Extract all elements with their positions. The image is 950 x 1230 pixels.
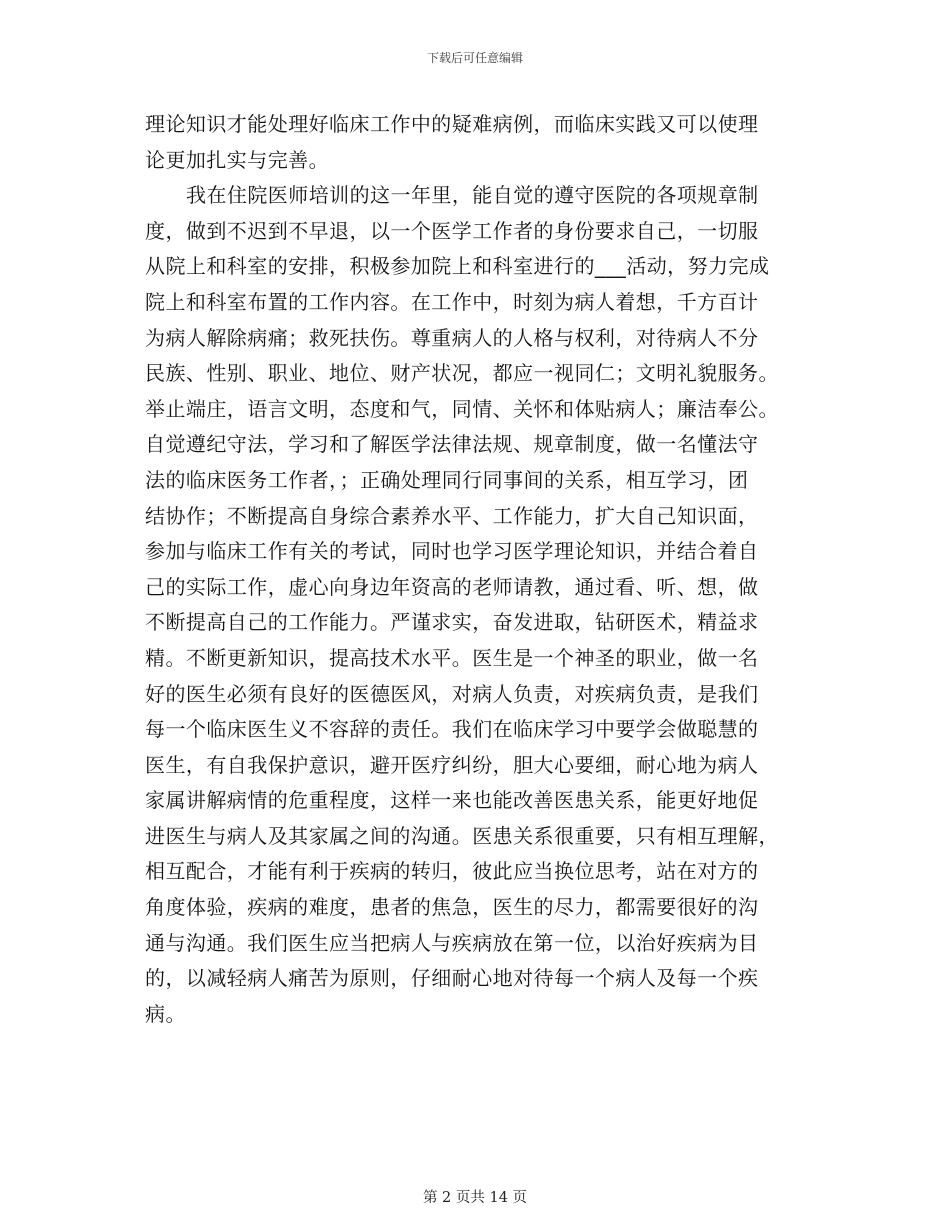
text-line: 民族、性别、职业、地位、财产状况，都应一视同仁；文明礼貌服务。 [145,361,779,386]
text-line: 度，做到不迟到不早退，以一个医学工作者的身份要求自己，一切服 [145,218,759,243]
text-line: 从院上和科室的安排，积极参加院上和科室进行的___活动，努力完成 [145,254,770,279]
page-number: 第 2 页共 14 页 [422,1190,528,1206]
text-line: 精。不断更新知识，提高技术水平。医生是一个神圣的职业，做一名 [145,645,759,670]
text-line: 好的医生必须有良好的医德医风，对病人负责，对疾病负责，是我们 [145,681,759,706]
text-line: 理论知识才能处理好临床工作中的疑难病例，而临床实践又可以使理 [145,112,759,136]
text-line: 己的实际工作，虚心向身边年资高的老师请教，通过看、听、想，做 [145,574,759,599]
text-line: 角度体验，疾病的难度，患者的焦急，医生的尽力，都需要很好的沟 [145,895,759,920]
text-line: 医生，有自我保护意识，避开医疗纠纷，胆大心要细，耐心地为病人 [145,752,759,777]
text-line: 参加与临床工作有关的考试，同时也学习医学理论知识，并结合着自 [145,539,759,564]
text-line: 论更加扎实与完善。 [145,147,330,172]
text-line: 结协作；不断提高自身综合素养水平、工作能力，扩大自己知识面， [145,503,759,528]
text-line: 自觉遵纪守法，学习和了解医学法律法规、规章制度，做一名懂法守 [145,432,759,457]
text-line: 举止端庄，语言文明，态度和气，同情、关怀和体贴病人；廉洁奉公。 [145,396,779,421]
text-line: 院上和科室布置的工作内容。在工作中，时刻为病人着想，千方百计 [145,289,759,314]
text-line: 法的临床医务工作者，；正确处理同行同事间的关系，相互学习，团 [145,467,749,492]
document-body [145,107,805,1032]
text-line: 家属讲解病情的危重程度，这样一来也能改善医患关系，能更好地促 [145,788,759,813]
text-line: 进医生与病人及其家属之间的沟通。医患关系很重要，只有相互理解， [145,823,779,848]
text-line: 通与沟通。我们医生应当把病人与疾病放在第一位，以治好疾病为目 [145,930,759,955]
text-line: 病。 [145,1001,186,1026]
text-line: 不断提高自己的工作能力。严谨求实，奋发进取，钻研医术，精益求 [145,610,759,635]
paragraph-start-line: 我在住院医师培训的这一年里，能自觉的遵守医院的各项规章制 [186,183,759,208]
text-line: 相互配合，才能有利于疾病的转归，彼此应当换位思考，站在对方的 [145,859,759,884]
text-line: 为病人解除病痛；救死扶伤。尊重病人的人格与权利，对待病人不分 [145,325,759,350]
page-header: 下载后可任意编辑 [426,51,523,65]
text-line: 每一个临床医生义不容辞的责任。我们在临床学习中要学会做聪慧的 [145,717,759,742]
text-line: 的，以减轻病人痛苦为原则，仔细耐心地对待每一个病人及每一个疾 [145,966,759,991]
